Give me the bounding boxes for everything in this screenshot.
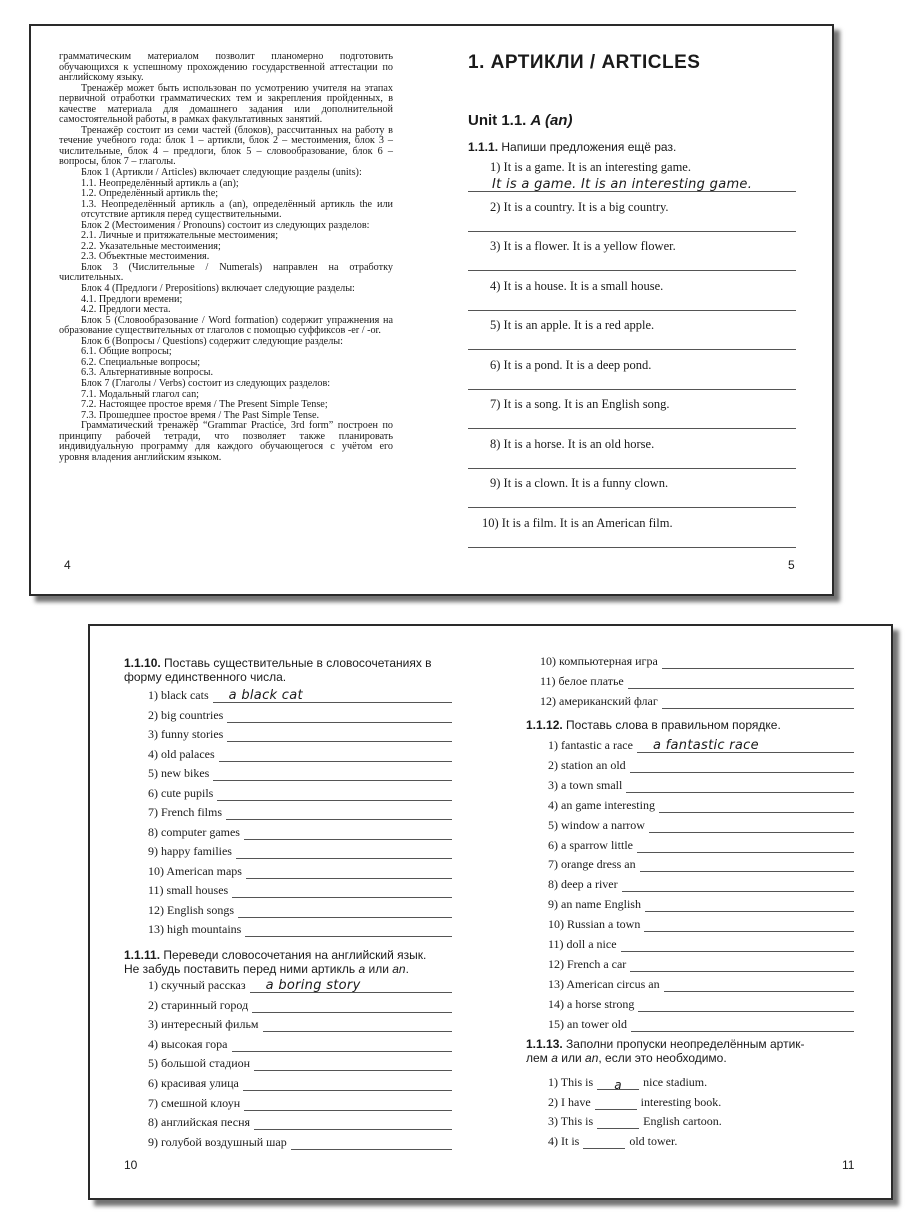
exercise-row bbox=[148, 922, 452, 937]
exercise-prompt: 4) old palaces bbox=[148, 746, 215, 761]
exercise-prompt: 5) большой стадион bbox=[148, 1056, 251, 1071]
exercise-prompt: 2) big countries bbox=[148, 707, 224, 722]
answer-blank[interactable] bbox=[649, 820, 854, 833]
answer-blank[interactable] bbox=[291, 1137, 452, 1150]
intro-paragraph: 6.3. Альтернативные вопросы. bbox=[81, 367, 214, 379]
exercise-prompt: 3) a town small bbox=[548, 777, 623, 792]
exercise-row bbox=[548, 838, 854, 853]
exercise-prompt: 12) американский флаг bbox=[540, 694, 658, 708]
exercise-prompt: 11) doll a nice bbox=[548, 937, 617, 951]
answer-blank[interactable] bbox=[626, 780, 854, 793]
answer-blank[interactable] bbox=[640, 859, 854, 872]
task-instruction-2b: или bbox=[365, 962, 393, 976]
exercise-sentence: 10) It is a film. It is an American film. bbox=[482, 515, 673, 530]
answer-blank[interactable] bbox=[213, 768, 452, 781]
answer-line[interactable] bbox=[468, 547, 796, 548]
intro-paragraph: Грамматический тренажёр “Grammar Practice, 3rd form” построен по принципу рабочей тетради, что позволяет также планировать индивидуальную программу для каждого обучающегося с учётом его уровня владения английским языком. bbox=[59, 420, 393, 463]
handwritten-answer: a fantastic race bbox=[652, 738, 759, 753]
intro-paragraph: Блок 3 (Числительные / Numerals) направлен на отработку числительных. bbox=[59, 261, 393, 284]
exercise-row bbox=[148, 766, 452, 781]
exercise-prompt: 10) Russian a town bbox=[548, 917, 641, 932]
exercise-prompt: 1) This is bbox=[548, 1075, 594, 1089]
left-page-intro bbox=[31, 26, 431, 594]
exercise-row bbox=[548, 897, 854, 912]
intro-paragraph: Блок 7 (Глаголы / Verbs) состоит из следующих разделов: bbox=[81, 377, 331, 389]
exercise-row bbox=[148, 708, 452, 723]
exercise-row bbox=[148, 1096, 452, 1111]
intro-paragraph: 6.2. Специальные вопросы; bbox=[81, 356, 201, 368]
intro-paragraph: 4.2. Предлоги места. bbox=[81, 304, 171, 316]
exercise-prompt: 8) deep a river bbox=[548, 877, 618, 892]
exercise-row bbox=[148, 688, 452, 703]
exercise-prompt-end: old tower. bbox=[629, 1133, 678, 1148]
answer-blank[interactable] bbox=[662, 656, 854, 669]
exercise-row bbox=[148, 1135, 452, 1150]
answer-blank[interactable] bbox=[244, 1098, 452, 1111]
exercise-row bbox=[548, 1134, 677, 1149]
answer-blank[interactable] bbox=[595, 1098, 637, 1110]
answer-line[interactable] bbox=[468, 270, 796, 271]
task-instruction: Поставь существительные в словосочетаниях в форму единственного числа. bbox=[124, 656, 432, 684]
exercise-row bbox=[548, 818, 854, 833]
exercise-prompt: 4) высокая гора bbox=[148, 1036, 228, 1051]
exercise-row bbox=[548, 937, 854, 952]
exercise-prompt: 15) an tower old bbox=[548, 1016, 627, 1031]
exercise-prompt: 13) American circus an bbox=[548, 976, 660, 991]
task-instruction: Напиши предложения ещё раз. bbox=[501, 140, 677, 154]
exercise-row bbox=[148, 727, 452, 742]
book-spread-articles bbox=[29, 24, 834, 596]
intro-paragraph: 7.2. Настоящее простое время / The Present Simple Tense; bbox=[81, 399, 328, 411]
exercise-row bbox=[148, 786, 452, 801]
exercise-prompt: 1) fantastic a race bbox=[548, 738, 633, 752]
exercise-sentence: 1) It is a game. It is an interesting game. bbox=[490, 160, 691, 174]
exercise-prompt: 5) window a narrow bbox=[548, 817, 645, 832]
exercise-prompt: 10) компьютерная игра bbox=[540, 654, 658, 668]
task-number: 1.1.11. bbox=[124, 948, 161, 962]
exercise-prompt: 7) смешной клоун bbox=[148, 1095, 241, 1110]
exercise-row bbox=[548, 1075, 707, 1090]
answer-blank[interactable] bbox=[227, 710, 452, 723]
task-instruction-2a: лем bbox=[526, 1051, 552, 1065]
answer-blank[interactable] bbox=[232, 885, 452, 898]
task-instruction: Переведи словосочетания на английский язык. bbox=[163, 948, 427, 962]
exercise-prompt: 6) cute pupils bbox=[148, 785, 214, 800]
exercise-sentence: 5) It is an apple. It is a red apple. bbox=[490, 318, 655, 332]
task-instruction-2c: , если это необходимо. bbox=[598, 1051, 727, 1065]
exercise-prompt: 7) French films bbox=[148, 805, 222, 819]
intro-paragraph: Блок 1 (Артикли / Articles) включает следующие разделы (units): bbox=[81, 167, 362, 179]
answer-blank[interactable] bbox=[645, 899, 854, 912]
task-instruction-2c: . bbox=[405, 962, 409, 976]
exercise-row bbox=[148, 747, 452, 762]
exercise-row bbox=[548, 977, 854, 992]
exercise-row bbox=[540, 694, 854, 709]
exercise-row bbox=[548, 957, 854, 972]
answer-blank[interactable] bbox=[597, 1117, 639, 1129]
answer-blank[interactable] bbox=[252, 1000, 452, 1013]
task-1-1-13-heading bbox=[526, 1037, 866, 1065]
exercise-row bbox=[148, 1076, 452, 1091]
exercise-row bbox=[148, 903, 452, 918]
intro-paragraph: 1.1. Неопределённый артикль a (an); bbox=[81, 177, 239, 189]
exercise-row bbox=[548, 917, 854, 932]
intro-paragraph: 2.2. Указательные местоимения; bbox=[81, 240, 221, 252]
task-number: 1.1.13. bbox=[526, 1037, 563, 1051]
answer-blank[interactable] bbox=[243, 1078, 452, 1091]
exercise-prompt: 5) new bikes bbox=[148, 766, 210, 780]
answer-blank[interactable] bbox=[662, 696, 854, 709]
answer-blank[interactable] bbox=[621, 939, 854, 952]
exercise-row bbox=[548, 778, 854, 793]
answer-blank[interactable] bbox=[583, 1137, 625, 1149]
answer-line[interactable] bbox=[468, 231, 796, 232]
intro-text bbox=[59, 52, 393, 463]
answer-blank[interactable] bbox=[246, 866, 452, 879]
book-spread-exercises bbox=[88, 624, 893, 1200]
task-1-1-10-heading bbox=[124, 656, 464, 684]
exercise-row bbox=[548, 877, 854, 892]
exercise-row bbox=[548, 758, 854, 773]
answer-blank[interactable] bbox=[236, 846, 452, 859]
exercise-row bbox=[148, 1056, 452, 1071]
answer-blank[interactable] bbox=[630, 760, 854, 773]
intro-paragraph: Блок 4 (Предлоги / Prepositions) включает следующие разделы: bbox=[81, 283, 355, 295]
intro-paragraph: Блок 2 (Местоимения / Pronouns) состоит из следующих разделов: bbox=[81, 219, 370, 231]
exercise-prompt: 8) английская песня bbox=[148, 1115, 251, 1130]
task-instruction-2b: или bbox=[557, 1051, 586, 1065]
task-instruction: Поставь слова в правильном порядке. bbox=[566, 718, 781, 732]
answer-blank[interactable] bbox=[244, 827, 452, 840]
intro-paragraph: 1.2. Определённый артикль the; bbox=[81, 188, 219, 200]
exercise-prompt: 4) It is bbox=[548, 1133, 580, 1148]
answer-blank[interactable] bbox=[631, 1019, 854, 1032]
exercise-prompt: 11) small houses bbox=[148, 883, 229, 897]
intro-paragraph: 7.1. Модальный глагол can; bbox=[81, 388, 200, 400]
answer-blank[interactable] bbox=[637, 740, 854, 753]
answer-blank[interactable] bbox=[644, 919, 854, 932]
answer-blank[interactable] bbox=[637, 840, 854, 853]
answer-blank[interactable] bbox=[254, 1117, 452, 1130]
intro-paragraph: 2.3. Объектные местоимения. bbox=[81, 251, 210, 263]
task-1-1-11-heading bbox=[124, 948, 474, 976]
page-number-left: 10 bbox=[124, 1158, 138, 1172]
exercise-prompt: 2) I have bbox=[548, 1094, 591, 1109]
exercise-prompt: 1) black cats bbox=[148, 688, 209, 702]
answer-line[interactable] bbox=[468, 389, 796, 390]
exercise-prompt: 6) a sparrow little bbox=[548, 837, 633, 852]
exercise-row bbox=[548, 1095, 721, 1110]
task-number: 1.1.10. bbox=[124, 656, 161, 670]
answer-blank[interactable] bbox=[659, 800, 854, 813]
answer-line[interactable] bbox=[468, 468, 796, 469]
task-instruction-2a: Не забудь поставить перед ними артикль bbox=[124, 962, 359, 976]
answer-blank[interactable] bbox=[227, 729, 452, 742]
exercise-row bbox=[540, 654, 854, 669]
intro-paragraph: грамматическим материалом позволит планомерно подготовить обучающихся к успешному прохождению государственной аттестации по английскому языку. bbox=[59, 51, 393, 84]
answer-line[interactable] bbox=[468, 349, 796, 350]
article-an: an bbox=[585, 1051, 599, 1065]
page-number-right: 11 bbox=[842, 1158, 855, 1172]
exercise-row bbox=[148, 825, 452, 840]
answer-blank[interactable] bbox=[597, 1078, 639, 1090]
article-a: a bbox=[358, 962, 366, 976]
exercise-row bbox=[148, 844, 452, 859]
intro-paragraph: Тренажёр состоит из семи частей (блоков), рассчитанных на работу в течение учебного года: блок 1 – артикли, блок 2 – местоимения, блок 3 – числительные, блок 4 – предлоги, блок 5 – словообразование, блок 6 – вопросы, блок 7 – глаголы. bbox=[59, 124, 393, 168]
exercise-sentence: 4) It is a house. It is a small house. bbox=[490, 278, 664, 293]
exercise-row bbox=[148, 1115, 452, 1130]
exercise-prompt: 6) красивая улица bbox=[148, 1076, 239, 1090]
task-1-1-12-heading bbox=[526, 718, 781, 732]
exercise-prompt: 4) an game interesting bbox=[548, 797, 655, 812]
exercise-prompt: 10) American maps bbox=[148, 863, 242, 878]
intro-paragraph: Блок 6 (Вопросы / Questions) содержит следующие разделы: bbox=[81, 335, 343, 347]
exercise-prompt: 9) happy families bbox=[148, 844, 232, 858]
exercise-sentence: 9) It is a clown. It is a funny clown. bbox=[490, 476, 669, 490]
exercise-prompt: 12) English songs bbox=[148, 902, 235, 917]
page-number-right: 5 bbox=[788, 558, 795, 572]
handwritten-answer: a bbox=[614, 1078, 622, 1092]
unit-title bbox=[468, 112, 572, 129]
task-1-1-1-heading bbox=[468, 140, 676, 154]
exercise-row bbox=[148, 883, 452, 898]
intro-paragraph: 4.1. Предлоги времени; bbox=[81, 293, 183, 305]
exercise-sentence: 8) It is a horse. It is an old horse. bbox=[490, 436, 655, 451]
exercise-prompt: 9) голубой воздушный шар bbox=[148, 1134, 287, 1149]
exercise-row bbox=[548, 738, 854, 753]
exercise-prompt: 11) белое платье bbox=[540, 674, 624, 688]
answer-line[interactable] bbox=[468, 310, 796, 311]
intro-paragraph: 7.3. Прошедшее простое время / The Past Simple Tense. bbox=[81, 409, 320, 421]
exercise-prompt: 1) скучный рассказ bbox=[148, 978, 246, 992]
article-a: a bbox=[551, 1051, 558, 1065]
intro-paragraph: Блок 5 (Словообразование / Word formation) содержит упражнения на образование существительных от глаголов с помощью суффиксов -er / -or. bbox=[59, 314, 393, 337]
answer-blank[interactable] bbox=[628, 676, 854, 689]
exercise-row bbox=[548, 1114, 722, 1129]
exercise-row bbox=[148, 805, 452, 820]
answer-blank[interactable] bbox=[238, 905, 452, 918]
unit-name: A (an) bbox=[530, 112, 573, 129]
exercise-row bbox=[148, 864, 452, 879]
answer-blank[interactable] bbox=[232, 1039, 453, 1052]
exercise-row bbox=[548, 997, 854, 1012]
answer-line[interactable] bbox=[468, 428, 796, 429]
exercise-row bbox=[540, 674, 854, 689]
answer-blank[interactable] bbox=[664, 979, 854, 992]
exercise-row bbox=[548, 1017, 854, 1032]
article-an: an bbox=[392, 962, 406, 976]
answer-blank[interactable] bbox=[638, 999, 854, 1012]
chapter-title: 1. АРТИКЛИ / ARTICLES bbox=[468, 52, 701, 73]
exercise-sentence: 3) It is a flower. It is a yellow flower. bbox=[490, 239, 676, 253]
handwritten-answer: a boring story bbox=[265, 978, 361, 993]
exercise-prompt: 2) старинный город bbox=[148, 997, 249, 1012]
intro-paragraph: 2.1. Личные и притяжательные местоимения; bbox=[81, 230, 279, 242]
exercise-sentence: 6) It is a pond. It is a deep pond. bbox=[490, 357, 652, 372]
unit-prefix: Unit 1.1. bbox=[468, 112, 527, 129]
handwritten-answer: It is a game. It is an interesting game. bbox=[492, 177, 753, 192]
exercise-prompt: 3) This is bbox=[548, 1114, 594, 1129]
answer-blank[interactable] bbox=[217, 788, 452, 801]
page-number-left: 4 bbox=[64, 558, 71, 572]
answer-blank[interactable] bbox=[250, 980, 452, 993]
task-number: 1.1.1. bbox=[468, 140, 499, 154]
exercise-row bbox=[148, 978, 452, 993]
answer-blank[interactable] bbox=[245, 924, 452, 937]
exercise-prompt: 8) computer games bbox=[148, 824, 240, 839]
exercise-prompt-end: English cartoon. bbox=[643, 1114, 722, 1129]
intro-paragraph: Тренажёр может быть использован по усмотрению учителя на этапах первичной отработки грамматических тем и закрепления пройденных, в качестве материала для домашнего задания или дополнительной самостоятельной работы, в рамках факультативных занятий. bbox=[59, 82, 393, 126]
exercise-prompt: 3) funny stories bbox=[148, 727, 224, 741]
exercise-prompt: 13) high mountains bbox=[148, 922, 242, 936]
exercise-row bbox=[548, 798, 854, 813]
intro-paragraph: 6.1. Общие вопросы; bbox=[81, 346, 172, 358]
task-instruction: Заполни пропуски неопределённым артик- bbox=[566, 1037, 805, 1051]
exercise-row bbox=[148, 1017, 452, 1032]
handwritten-answer: a black cat bbox=[228, 688, 303, 703]
task-number: 1.1.12. bbox=[526, 718, 563, 732]
exercise-sentence: 7) It is a song. It is an English song. bbox=[490, 397, 670, 411]
exercise-prompt: 12) French a car bbox=[548, 956, 627, 971]
answer-blank[interactable] bbox=[622, 879, 854, 892]
answer-blank[interactable] bbox=[254, 1058, 452, 1071]
answer-blank[interactable] bbox=[213, 690, 452, 703]
answer-blank[interactable] bbox=[226, 807, 452, 820]
exercise-row bbox=[148, 1037, 452, 1052]
exercise-prompt: 3) интересный фильм bbox=[148, 1017, 259, 1032]
answer-blank[interactable] bbox=[630, 959, 854, 972]
exercise-prompt: 9) an name English bbox=[548, 897, 641, 912]
exercise-prompt-end: interesting book. bbox=[640, 1094, 722, 1109]
exercise-prompt: 7) orange dress an bbox=[548, 857, 636, 872]
answer-line[interactable] bbox=[468, 507, 796, 508]
intro-paragraph: 1.3. Неопределённый артикль a (an), определённый артикль the или отсутствие артикля перед существительными. bbox=[81, 198, 393, 221]
answer-blank[interactable] bbox=[219, 749, 452, 762]
answer-blank[interactable] bbox=[263, 1019, 452, 1032]
exercise-prompt-end: nice stadium. bbox=[643, 1075, 708, 1089]
exercise-row bbox=[148, 998, 452, 1013]
exercise-prompt: 14) a horse strong bbox=[548, 996, 635, 1011]
exercise-prompt: 2) station an old bbox=[548, 757, 626, 772]
exercise-sentence: 2) It is a country. It is a big country. bbox=[490, 199, 669, 214]
exercise-row bbox=[548, 857, 854, 872]
